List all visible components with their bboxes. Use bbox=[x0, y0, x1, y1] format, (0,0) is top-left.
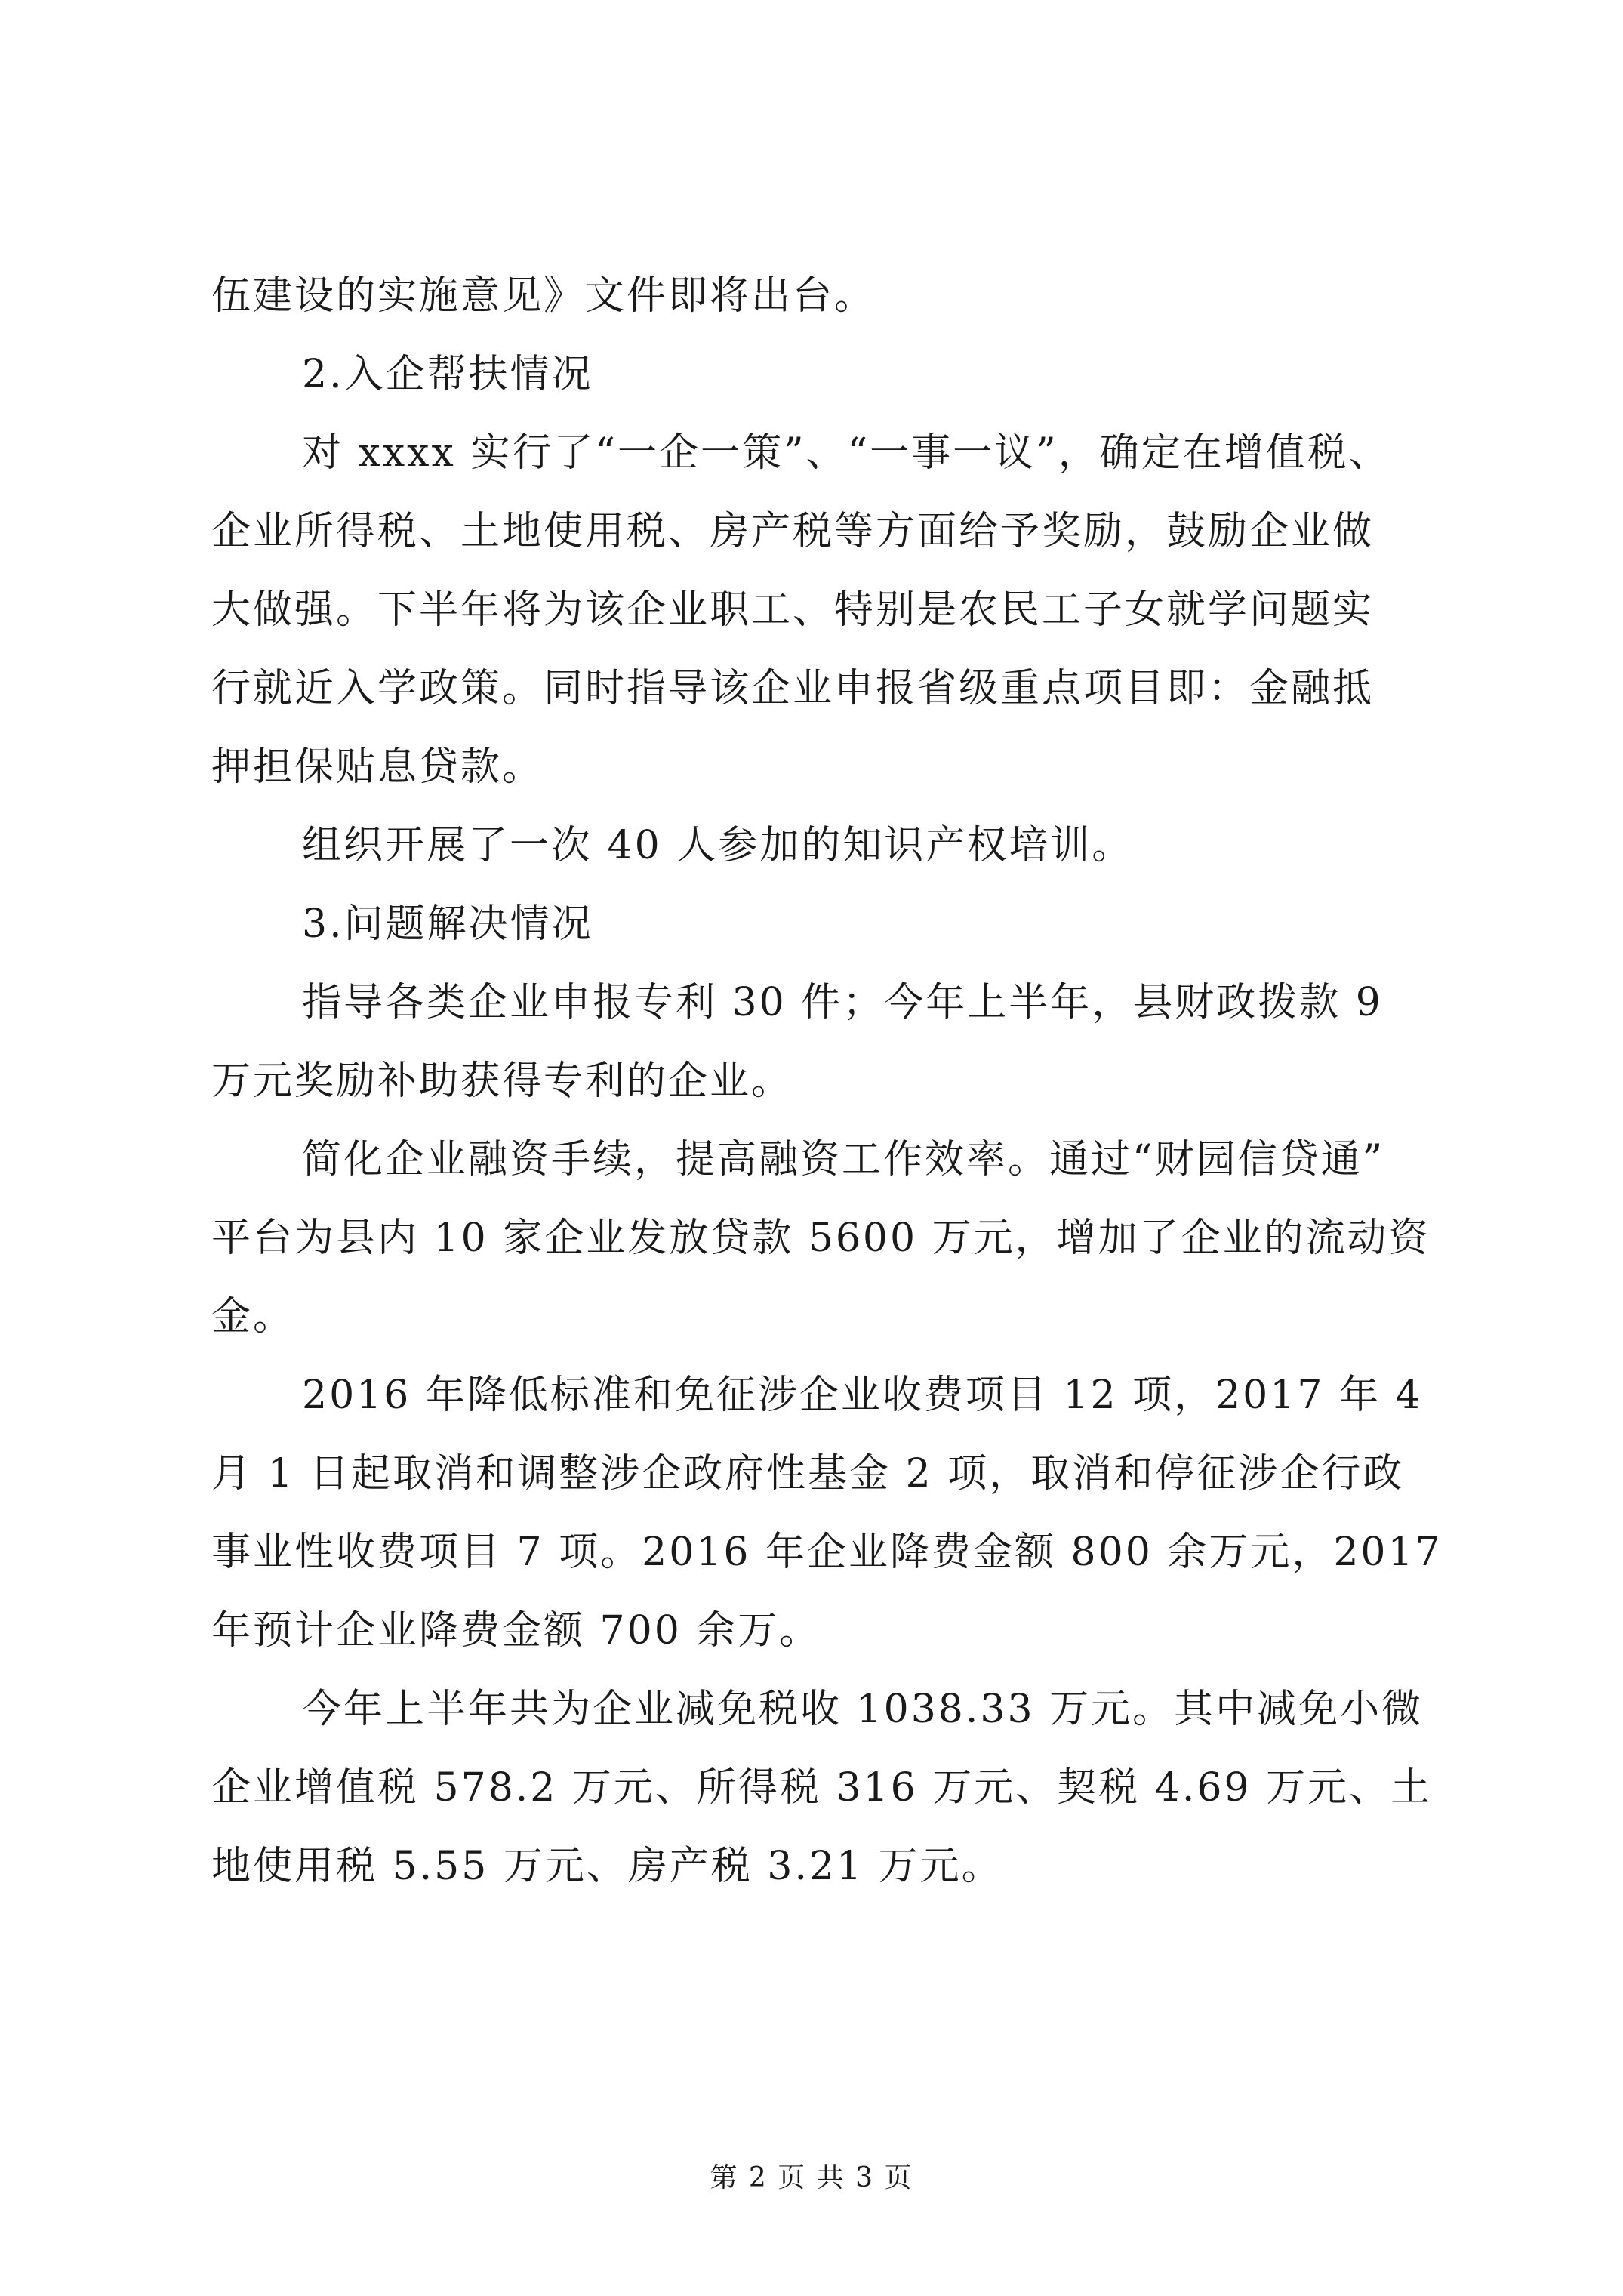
text-line: 行就近入学政策。同时指导该企业申报省级重点项目即：金融抵 bbox=[211, 666, 1375, 711]
section-heading: 2.入企帮扶情况 bbox=[302, 352, 593, 397]
text-line: 押担保贴息贷款。 bbox=[211, 744, 544, 790]
text-line: 伍建设的实施意见》文件即将出台。 bbox=[211, 273, 876, 319]
section-heading: 3.问题解决情况 bbox=[302, 901, 593, 947]
text-line: 组织开展了一次 40 人参加的知识产权培训。 bbox=[302, 823, 1134, 868]
text-line: 万元奖励补助获得专利的企业。 bbox=[211, 1059, 793, 1104]
text-line: 企业增值税 578.2 万元、所得税 316 万元、契税 4.69 万元、土 bbox=[211, 1765, 1433, 1811]
document-body bbox=[211, 257, 1443, 1906]
text-line: 简化企业融资手续，提高融资工作效率。通过“财园信贷通” bbox=[302, 1137, 1385, 1182]
text-line: 今年上半年共为企业减免税收 1038.33 万元。其中减免小微 bbox=[302, 1687, 1424, 1732]
text-line: 对 xxxx 实行了“一企一策”、“一事一议”，确定在增值税、 bbox=[302, 430, 1390, 476]
text-line: 企业所得税、土地使用税、房产税等方面给予奖励，鼓励企业做 bbox=[211, 509, 1375, 554]
text-line: 年预计企业降费金额 700 余万。 bbox=[211, 1608, 821, 1653]
text-line: 指导各类企业申报专利 30 件；今年上半年，县财政拨款 9 bbox=[302, 980, 1383, 1025]
page-footer bbox=[0, 2159, 1623, 2197]
text-line: 事业性收费项目 7 项。2016 年企业降费金额 800 余万元，2017 bbox=[211, 1530, 1443, 1575]
text-line: 平台为县内 10 家企业发放贷款 5600 万元，增加了企业的流动资 bbox=[211, 1216, 1431, 1261]
text-line: 地使用税 5.55 万元、房产税 3.21 万元。 bbox=[211, 1844, 1003, 1889]
page-number: 第 2 页 共 3 页 bbox=[710, 2162, 913, 2193]
text-line: 大做强。下半年将为该企业职工、特别是农民工子女就学问题实 bbox=[211, 587, 1375, 633]
text-line: 月 1 日起取消和调整涉企政府性基金 2 项，取消和停征涉企行政 bbox=[211, 1451, 1405, 1496]
text-line: 金。 bbox=[211, 1294, 295, 1339]
text-line: 2016 年降低标准和免征涉企业收费项目 12 项，2017 年 4 bbox=[302, 1373, 1423, 1418]
